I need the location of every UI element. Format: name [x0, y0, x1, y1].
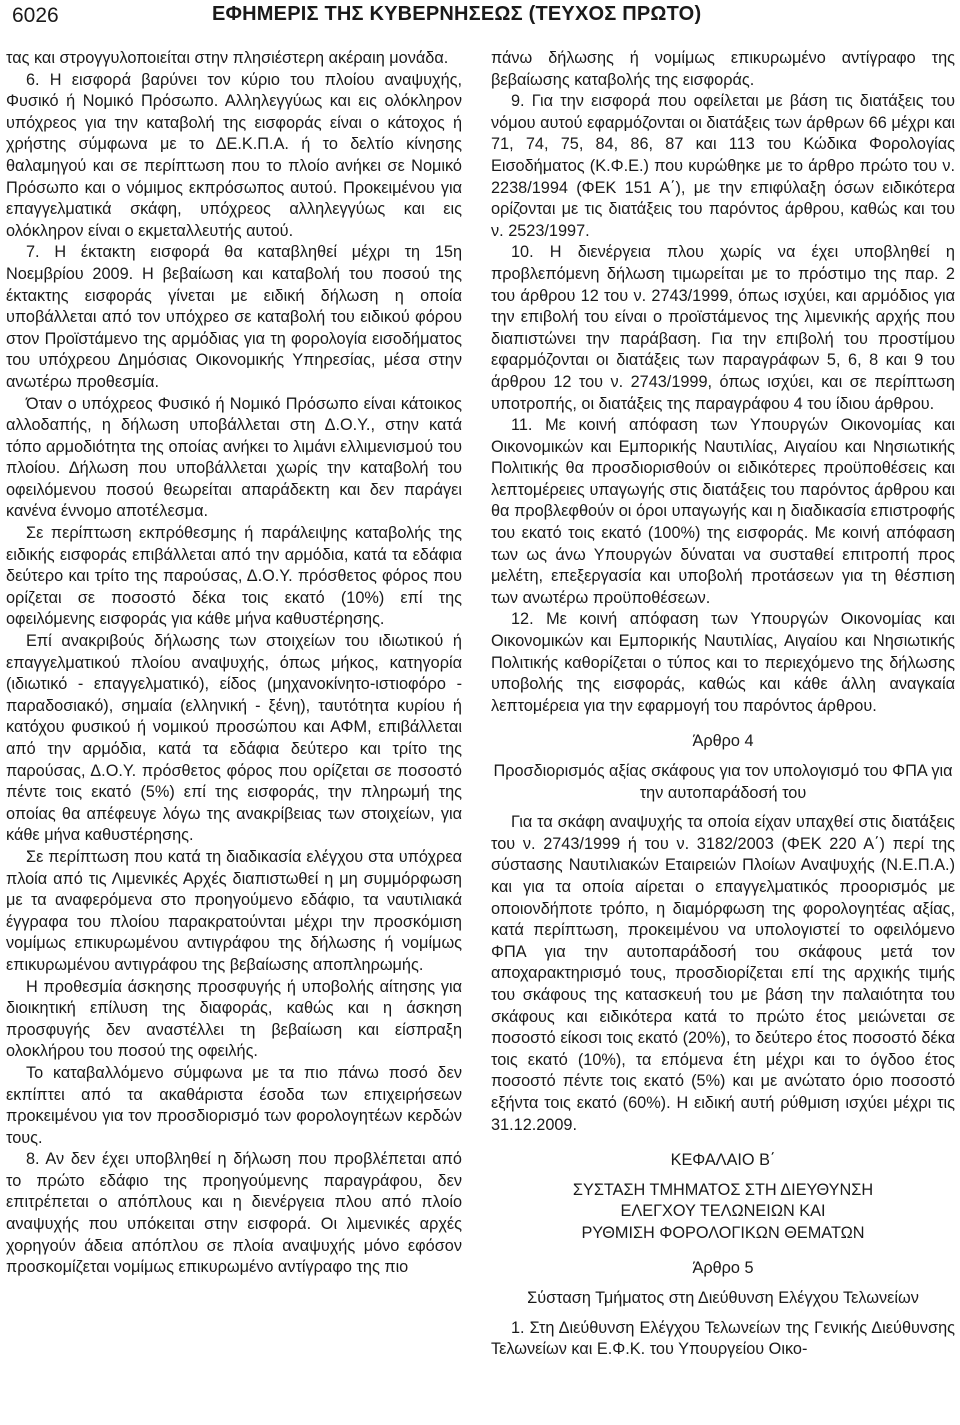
paragraph: 7. Η έκτακτη εισφορά θα καταβληθεί μέχρι τη 15η Νοεμβρίου 2009. Η βεβαίωση και καταβολή του ποσού της έκτακτης εισφοράς γίνεται με ειδική δήλωση η οποία υποβάλλεται από τον υπόχρεο σε καταβολή του ειδικού φόρου στον Προϊστάμενο της αρμόδιας για τη φορολογία εισοδήματος του υπόχρεου Δημόσιας Οικονομικής Υπηρεσίας, μέσα στην ανωτέρω προθεσμία. — [6, 243, 462, 391]
article-5-title: Σύσταση Τμήματος στη Διεύθυνση Ελέγχου Τελωνείων — [527, 1289, 919, 1308]
paragraph: Όταν ο υπόχρεος Φυσικό ή Νομικό Πρόσωπο είναι κάτοικος αλλοδαπής, η δήλωση υποβάλλεται στη Δ.Ο.Υ., στην κατά τόπο αρμοδιότητα της οποίας ανήκει το λιμάνι ελλιμενισμού του πλοίου. Δήλωση που υποβάλλεται χωρίς την καταβολή του οφειλόμενου ποσού θεωρείται απαράδεκτη και δεν παράγει κανένα έννομο αποτέλεσμα. — [6, 394, 462, 521]
paragraph: 6. Η εισφορά βαρύνει τον κύριο του πλοίου αναψυχής, Φυσικό ή Νομικό Πρόσωπο. Αλληλεγγύως και εις ολόκληρον υπόχρεος για την καταβολή της εισφοράς είναι ο κάτοχος ή χρήστης σύμφωνα με το ΔΕ.Κ.Π.Α. ή το δελτίο κίνησης θαλαμηγού και σε περίπτωση που το πλοίο ανήκει σε Νομικό Πρόσωπο και ο νόμιμος εκπρόσωπος αυτού. Προκειμένου για επαγγελματικά σκάφη, υπόχρεος αλληλεγγύως και εις ολόκληρον είναι ο εκμεταλλευτής αυτού. — [6, 70, 462, 240]
paragraph: 12. Με κοινή απόφαση των Υπουργών Οικονομίας και Οικονομικών και Εμπορικής Ναυτιλίας, Αιγαίου και Νησιωτικής Πολιτικής καθορίζεται ο τύπος και το περιεχόμενο της δήλωσης υποβολής της εισφοράς, καθώς και κάθε άλλη αναγκαία λεπτομέρεια για την εφαρμογή του παρόντος άρθρου. — [491, 610, 955, 715]
paragraph: 8. Αν δεν έχει υποβληθεί η δήλωση που προβλέπεται από το πρώτο εδάφιο της προηγούμενης παραγράφου, δεν επιτρέπεται ο απόπλους και η διενέργεια πλου από πλοίο αναψυχής που υπόκειται στην εισφορά. Οι λιμενικές αρχές χορηγούν άδεια απόπλου σε πλοία αναψυχής μόνο εφόσον προσκομίζεται νομίμως επικυρωμένο αντίγραφο της πιο — [6, 1150, 462, 1277]
article-4-title: Προσδιορισμός αξίας σκάφους για τον υπολογισμό του ΦΠΑ για την αυτοπαράδοσή του — [493, 762, 953, 802]
left-column — [6, 48, 462, 1279]
paragraph: Για τα σκάφη αναψυχής τα οποία είχαν υπαχθεί στις διατάξεις του ν. 2743/1999 ή του ν. 3182/2003 (ΦΕΚ 220 Α΄) περί της σύστασης Ναυτιλιακών Εταιρειών Πλοίων Αναψυχής (Ν.Ε.Π.Α.) και για τα οποία αίρεται ο επαγγελματικός προορισμός με οποιονδήποτε τρόπο, η διαμόρφωση της φορολογητέας αξίας, κατά περίπτωση, προκειμένου να υπολογιστεί το οφειλόμενο ΦΠΑ για την αυτοπαράδοσή του σκάφους μετά τον αποχαρακτηρισμό τους, προσδιορίζεται επί της αρχικής τιμής του σκάφους της κατασκευή του με βάση την παλαιότητα του σκάφους και ειδικότερα κατά το πρώτο έτος μειώνεται σε ποσοστό είκοσι τοις εκατό (20%), το δεύτερο έτος ποσοστό δέκα τοις εκατό (10%), τα επόμενα έτη μέχρι και το όγδοο έτος ποσοστό πέντε τοις εκατό (5%) και με ανώτατο όριο ποσοστό εξήντα τοις εκατό (60%). Η ειδική αυτή ρύθμιση ισχύει μέχρι τις 31.12.2009. — [491, 813, 955, 1134]
paragraph: 9. Για την εισφορά που οφείλεται με βάση τις διατάξεις του νόμου αυτού εφαρμόζονται οι διατάξεις των άρθρων 66 μέχρι και 71, 74, 75, 84, 86, 87 και 113 του Κώδικα Φορολογίας Εισοδήματος (Κ.Φ.Ε.) που κυρώθηκε με το άρθρο πρώτο του ν. 2238/1994 (ΦΕΚ 151 Α΄), με την επιφύλαξη όσων ειδικότερα ορίζονται με τις διατάξεις του παρόντος άρθρου, καθώς και του ν. 2523/1997. — [491, 92, 955, 240]
paragraph: Το καταβαλλόμενο σύμφωνα με τα πιο πάνω ποσό δεν εκπίπτει από τα ακαθάριστα έσοδα των επιχειρήσεων προκειμένου για τον προσδιορισμό των φορολογητέων κερδών τους. — [6, 1063, 462, 1147]
article-5-heading: Άρθρο 5 — [692, 1259, 754, 1278]
paragraph: πάνω δήλωσης ή νομίμως επικυρωμένο αντίγραφο της βεβαίωσης καταβολής της εισφοράς. — [491, 49, 955, 89]
paragraph: 11. Με κοινή απόφαση των Υπουργών Οικονομίας και Οικονομικών και Εμπορικής Ναυτιλίας, Αιγαίου και Νησιωτικής Πολιτικής θα προσδιορισθούν οι ειδικότερες προϋποθέσεις και λεπτομέρειες υπαγωγής στις διατάξεις του παρόντος άρθρου και θα προβλεφθούν οι όροι υπαγωγής και η διαδικασία επιστροφής του εκατό τοις εκατό (100%) της εισφοράς. Με κοινή απόφαση των ως άνω Υπουργών δύναται να συσταθεί επιτροπή προς μελέτη, επεξεργασία και υποβολή προτάσεων για τη θέσπιση των ανωτέρω προϋποθέσεων. — [491, 416, 955, 607]
chapter-title-line: ΡΥΘΜΙΣΗ ΦΟΡΟΛΟΓΙΚΩΝ ΘΕΜΑΤΩΝ — [581, 1223, 865, 1242]
paragraph: 10. Η διενέργεια πλου χωρίς να έχει υποβληθεί η προβλεπόμενη δήλωση τιμωρείται με το πρόστιμο της παρ. 2 του άρθρου 12 του ν. 2743/1999, όπως ισχύει, και αρμόδιος για την επιβολή του είναι ο προϊστάμενος της λιμενικής αρχής που διαπιστώνει την παράβαση. Για την επιβολή του προστίμου εφαρμόζονται οι διατάξεις των παραγράφων 5, 6, 8 και 9 του άρθρου 12 του ν. 2743/1999, όπως ισχύει, και σε περίπτωση υποτροπής, οι διατάξεις της παραγράφου 4 του ίδιου άρθρου. — [491, 243, 955, 413]
page-header — [0, 0, 960, 40]
paragraph: Σε περίπτωση που κατά τη διαδικασία ελέγχου στα υπόχρεα πλοία από τις Λιμενικές Αρχές διαπιστωθεί η μη συμμόρφωση με τα αναφερόμενα στο προηγούμενο εδάφιο, τα ναυτιλιακά έγγραφα του πλοίου παρακρατούνται μέχρι την προσκόμιση νομίμως επικυρωμένου αντιγράφου της δήλωσης ή νομίμως επικυρωμένου αντιγράφου της βεβαίωσης αποπληρωμής. — [6, 847, 462, 974]
chapter-heading: ΚΕΦΑΛΑΙΟ Β΄ — [670, 1151, 776, 1170]
paragraph: Η προθεσμία άσκησης προσφυγής ή υποβολής αίτησης για διοικητική επίλυση της διαφοράς, καθώς και η άσκηση προσφυγής δεν αναστέλλει τη βεβαίωση και είσπραξη ολοκλήρου του ποσού της οφειλής. — [6, 977, 462, 1061]
paragraph: Επί ανακριβούς δήλωσης των στοιχείων του ιδιωτικού ή επαγγελματικού πλοίου αναψυχής, όπως μήκος, κατηγορία (ιδιωτικό - επαγγελματικό), είδος (μηχανοκίνητο-ιστιοφόρο - παραδοσιακό), σημαία (ελληνική - ξένη), ταυτότητα κυρίου ή κατόχου φυσικού ή νομικού προσώπου και ΑΦΜ, επιβάλλεται από την αρμόδια, κατά τα εδάφια δεύτερο και τρίτο της παρούσας, Δ.Ο.Υ. πρόσθετος φόρος που ορίζεται σε ποσοστό πέντε τοις εκατό (5%) επί της εισφοράς, την πληρωμή της οποίας θα απέφευγε λόγω της ανακρίβειας των στοιχείων, για κάθε μήνα καθυστέρησης. — [6, 632, 462, 845]
chapter-title-line: ΣΥΣΤΑΣΗ ΤΜΗΜΑΤΟΣ ΣΤΗ ΔΙΕΥΘΥΝΣΗ — [572, 1180, 874, 1199]
page-number: 6026 — [12, 4, 59, 27]
article-4-heading: Άρθρο 4 — [692, 732, 754, 751]
paragraph: τας και στρογγυλοποιείται στην πλησιέστερη ακέραιη μονάδα. — [6, 49, 449, 67]
paragraph: Σε περίπτωση εκπρόθεσμης ή παράλειψης καταβολής της ειδικής εισφοράς επιβάλλεται από την αρμόδια, κατά τα εδάφια δεύτερο και τρίτο της παρούσας, Δ.Ο.Υ. πρόσθετος φόρος που ορίζεται σε ποσοστό δέκα τοις εκατό (10%) επί της οφειλόμενης εισφοράς για κάθε μήνα καθυστέρησης. — [6, 524, 462, 629]
chapter-title-line: ΕΛΕΓΧΟΥ ΤΕΛΩΝΕΙΩΝ ΚΑΙ — [620, 1202, 826, 1221]
right-column — [491, 48, 955, 1361]
paragraph: 1. Στη Διεύθυνση Ελέγχου Τελωνείων της Γενικής Διεύθυνσης Τελωνείων και Ε.Φ.Κ. του Υπουργείου Οικο- — [491, 1318, 955, 1359]
running-title: ΕΦΗΜΕΡΙΣ ΤΗΣ ΚΥΒΕΡΝΗΣΕΩΣ (ΤΕΥΧΟΣ ΠΡΩΤΟ) — [212, 3, 702, 25]
